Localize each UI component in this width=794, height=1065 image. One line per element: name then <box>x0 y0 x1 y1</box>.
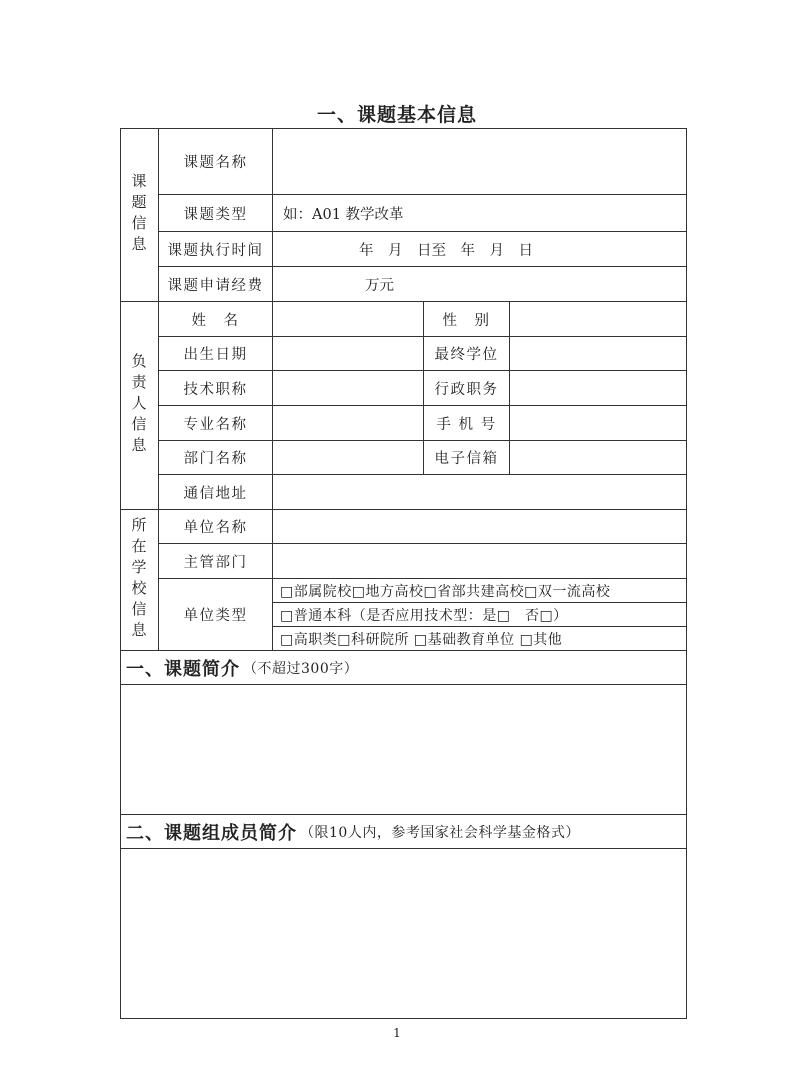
leader-phone-field[interactable] <box>509 405 687 440</box>
school-type-option-row-3[interactable]: □高职类□科研院所 □基础教育单位 □其他 <box>272 626 687 650</box>
leader-name-field[interactable] <box>272 301 423 336</box>
page-title: 一、课题基本信息 <box>316 104 477 126</box>
leader-birth-field[interactable] <box>272 336 423 370</box>
topic-period-label: 课题执行时间 <box>158 231 272 266</box>
leader-gender-label: 性 别 <box>423 301 509 336</box>
topic-type-field[interactable]: 如：A01 教学改革 <box>272 194 687 231</box>
leader-admin-field[interactable] <box>509 370 687 405</box>
summary-note: （不超过300字） <box>243 660 359 677</box>
leader-address-field[interactable] <box>272 474 687 509</box>
school-type-option-row-1[interactable]: □部属院校□地方高校□省部共建高校□双一流高校 <box>272 578 687 602</box>
leader-address-label: 通信地址 <box>158 474 272 509</box>
application-form <box>120 128 687 1019</box>
topic-budget-field[interactable]: 万元 <box>272 266 687 301</box>
leader-dept-field[interactable] <box>272 440 423 474</box>
leader-birth-label: 出生日期 <box>158 336 272 370</box>
leader-title-label: 技术职称 <box>158 370 272 405</box>
members-note: （限10人内，参考国家社会科学基金格式） <box>300 824 580 841</box>
leader-degree-field[interactable] <box>509 336 687 370</box>
topic-name-field[interactable] <box>272 128 687 194</box>
members-content-area[interactable] <box>120 848 687 1019</box>
leader-gender-field[interactable] <box>509 301 687 336</box>
summary-heading-row <box>120 650 687 684</box>
school-type-label: 单位类型 <box>158 578 272 650</box>
topic-type-label: 课题类型 <box>158 194 272 231</box>
topic-info-group-label: 课题信息 <box>129 172 148 257</box>
topic-period-field[interactable]: 年 月 日至 年 月 日 <box>272 231 687 266</box>
school-type-option-row-2[interactable]: □普通本科（是否应用技术型：是□ 否□） <box>272 602 687 626</box>
topic-budget-label: 课题申请经费 <box>158 266 272 301</box>
leader-phone-label: 手 机 号 <box>423 405 509 440</box>
school-unit-field[interactable] <box>272 509 687 543</box>
topic-name-label: 课题名称 <box>158 128 272 194</box>
members-heading-row <box>120 814 687 848</box>
summary-heading: 一、课题简介 <box>126 658 240 680</box>
leader-title-field[interactable] <box>272 370 423 405</box>
school-supervisor-label: 主管部门 <box>158 543 272 578</box>
school-unit-label: 单位名称 <box>158 509 272 543</box>
page-number: 1 <box>393 1026 401 1040</box>
leader-info-group-label: 负责人信息 <box>120 301 158 509</box>
leader-name-label: 姓 名 <box>158 301 272 336</box>
summary-content-area[interactable] <box>120 684 687 814</box>
leader-email-label: 电子信箱 <box>423 440 509 474</box>
leader-email-field[interactable] <box>509 440 687 474</box>
school-info-group-label: 所在学校信息 <box>120 509 158 650</box>
leader-admin-label: 行政职务 <box>423 370 509 405</box>
leader-major-label: 专业名称 <box>158 405 272 440</box>
members-heading: 二、课题组成员简介 <box>126 822 297 844</box>
leader-dept-label: 部门名称 <box>158 440 272 474</box>
leader-major-field[interactable] <box>272 405 423 440</box>
leader-degree-label: 最终学位 <box>423 336 509 370</box>
school-supervisor-field[interactable] <box>272 543 687 578</box>
